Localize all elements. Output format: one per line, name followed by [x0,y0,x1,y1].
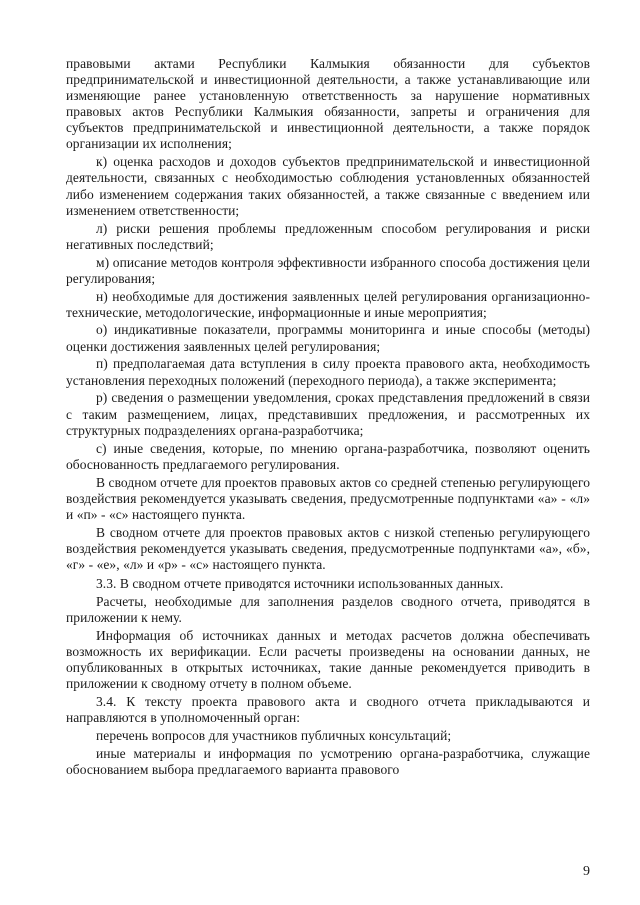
page-number: 9 [583,864,590,879]
paragraph-item-m: м) описание методов контроля эффективности избранного способа достижения цели регулирования; [66,254,590,286]
paragraph-data-sources: Информация об источниках данных и методах расчетов должна обеспечивать возможность их верификации. Если расчеты произведены на основании данных, не опубликованных в открытых источниках, такие данные рекомендуется приводить в приложении к сводному отчету в полном объеме. [66,627,590,692]
paragraph-medium-impact: В сводном отчете для проектов правовых актов со средней степенью регулирующего воздействия рекомендуется указывать сведения, предусмотренные подпунктами «а» - «л» и «п» - «с» настоящего пункта. [66,474,590,522]
paragraph-calculations: Расчеты, необходимые для заполнения разделов сводного отчета, приводятся в приложении к нему. [66,593,590,625]
paragraph-questions-list: перечень вопросов для участников публичных консультаций; [96,727,452,743]
paragraph-item-k: к) оценка расходов и доходов субъектов предпринимательской и инвестиционной деятельности, связанных с необходимостью соблюдения установленных обязанностей либо изменением содержания таких обязанностей, а также связанные с введением или изменением ответственности; [66,154,590,218]
paragraph-item-o: о) индикативные показатели, программы мониторинга и иные способы (методы) оценки достижения заявленных целей регулирования; [66,322,590,354]
paragraph-continuation: правовыми актами Республики Калмыкия обязанности для субъектов предпринимательской и инвестиционной деятельности, а также устанавливающие или изменяющие ранее установленную ответственность за нарушение нормативных правовых актов Республики Калмыкия обязанности, запреты и ограничения для субъектов предпринимательской и инвестиционной деятельности, а также порядок организации их исполнения; [66,56,590,152]
paragraph-section-3-4: 3.4. К тексту проекта правового акта и сводного отчета прикладываются и направляются в уполномоченный орган: [66,693,590,726]
document-body [66,56,590,780]
paragraph-section-3-3: 3.3. В сводном отчете приводятся источники использованных данных. [96,575,504,591]
paragraph-item-p: п) предполагаемая дата вступления в силу проекта правового акта, необходимость установления переходных положений (переходного периода), а также эксперимента; [66,356,590,388]
paragraph-other-materials: иные материалы и информация по усмотрению органа-разработчика, служащие обоснованием выбора предлагаемого варианта правового [66,745,590,777]
paragraph-item-r: р) сведения о размещении уведомления, сроках представления предложений в связи с таким размещением, лицах, представивших предложения, и рассмотренных их структурных подразделениях органа-разработчика; [66,390,590,438]
paragraph-item-s: с) иные сведения, которые, по мнению органа-разработчика, позволяют оценить обоснованность предлагаемого регулирования. [66,440,590,472]
paragraph-low-impact: В сводном отчете для проектов правовых актов с низкой степенью регулирующего воздействия рекомендуется указывать сведения, предусмотренные подпунктами «а», «б», «г» - «е», «л» и «р» - «с» настоящего пункта. [66,524,590,572]
paragraph-item-n: н) необходимые для достижения заявленных целей регулирования организационно-технические, методологические, информационные и иные мероприятия; [66,288,590,320]
paragraph-item-l: л) риски решения проблемы предложенным способом регулирования и риски негативных последствий; [66,220,590,252]
